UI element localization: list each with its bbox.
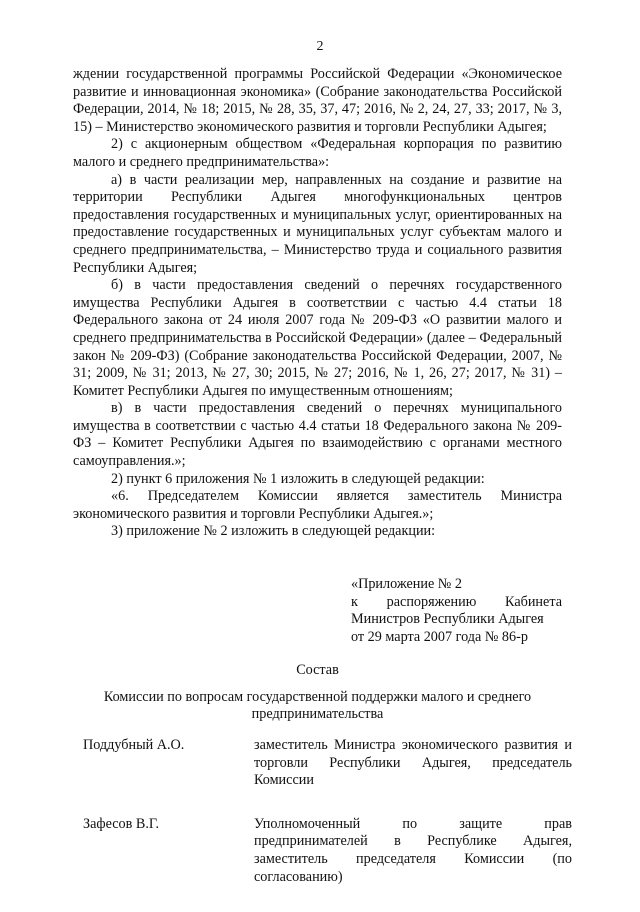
member-name: Зафесов В.Г.: [83, 815, 160, 832]
heading-subtitle: Комиссии по вопросам государственной поддержки малого и среднего предпринимательства: [103, 688, 532, 723]
page-number: 2: [316, 39, 324, 54]
appendix-reference: [351, 576, 562, 646]
appendix-word: к: [351, 593, 358, 610]
member-row: [73, 815, 572, 886]
member-row: [73, 737, 572, 790]
document-body: [73, 66, 562, 541]
member-name: Поддубный А.О.: [83, 737, 185, 753]
heading-title: Состав: [296, 662, 339, 678]
paragraph-quoted-item-6: «6. Председателем Комиссии является заместитель Министра экономического развития и торговли Республики Адыгея.»;: [73, 488, 562, 522]
paragraph-amendment-2: 2) пункт 6 приложения № 1 изложить в следующей редакции:: [111, 470, 485, 487]
appendix-line-4: от 29 марта 2007 года № 86-р: [351, 628, 528, 645]
commission-members-list: [73, 737, 572, 912]
section-heading: [73, 662, 562, 724]
member-role: Уполномоченный по защите прав предпринимателей в Республике Адыгея, заместитель председателя Комиссии (по согласованию): [254, 815, 572, 885]
appendix-line-3: Министров Республики Адыгея: [351, 611, 544, 628]
paragraph-subitem-v: в) в части предоставления сведений о перечнях муниципального имущества в соответствии с частью 4.4 статьи 18 Федерального закона № 209-ФЗ – Комитет Республики Адыгея по взаимодействию с органами местного самоуправления.»;: [73, 400, 562, 470]
paragraph-continuation: ждении государственной программы Российской Федерации «Экономическое развитие и инновационная экономика» (Собрание законодательства Российской Федерации, 2014, № 18; 2015, № 28, 35, 37, 47; 2016, № 2, 24, 27, 33; 2017, № 3, 15) – Министерство экономического развития и торговли Республики Адыгея;: [73, 66, 562, 135]
appendix-word: распоряжению: [386, 593, 477, 610]
appendix-word: Кабинета: [505, 593, 562, 610]
paragraph-subitem-a: а) в части реализации мер, направленных на создание и развитие на территории Республики Адыгея многофункциональных центров предоставления государственных и муниципальных услуг, ориентированных на предоставление государственных и муниципальных услуг субъектам малого и среднего предпринимательства, – Министерство труда и социального развития Республики Адыгея;: [73, 171, 562, 276]
appendix-line-1: «Приложение № 2: [351, 576, 462, 592]
paragraph-subitem-b: б) в части предоставления сведений о перечнях государственного имущества Республики Адыгея в соответствии с частью 4.4 статьи 18 Федерального закона от 24 июля 2007 года № 209-ФЗ «О развитии малого и среднего предпринимательства в Российской Федерации» (далее – Федеральный закон № 209-ФЗ) (Собрание законодательства Российской Федерации, 2007, № 31; 2009, № 31; 2013, № 27, 30; 2015, № 27; 2016, № 1, 26, 27; 2017, № 31) – Комитет Республики Адыгея по имущественным отношениям;: [73, 277, 562, 399]
paragraph-item-2: 2) с акционерным обществом «Федеральная корпорация по развитию малого и среднего предпринимательства»:: [73, 136, 562, 170]
paragraph-amendment-3: 3) приложение № 2 изложить в следующей редакции:: [111, 523, 436, 540]
member-role: заместитель Министра экономического развития и торговли Республики Адыгея, председатель Комиссии: [254, 737, 572, 789]
appendix-line-2: [351, 594, 562, 612]
